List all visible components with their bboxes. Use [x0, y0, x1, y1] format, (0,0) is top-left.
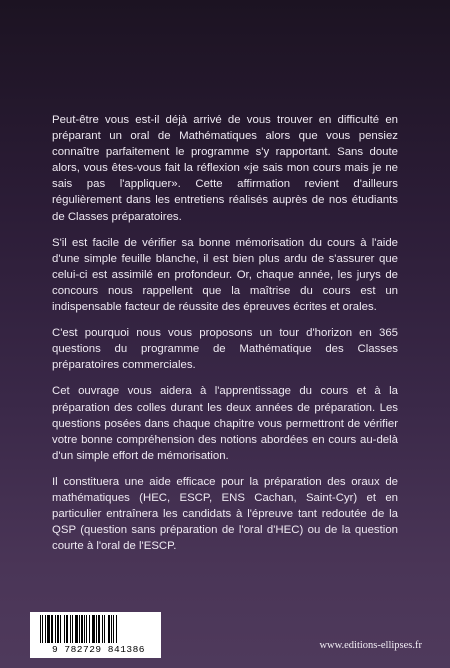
publisher-website: www.editions-ellipses.fr	[319, 640, 422, 651]
back-cover-text	[52, 112, 398, 564]
barcode-stripe	[117, 615, 118, 643]
paragraph-3: C'est pourquoi nous vous proposons un tour d'horizon en 365 questions du programme de Mathématique des Classes préparatoires commerciales.	[52, 327, 398, 372]
barcode-bars	[40, 615, 157, 643]
paragraph-4: Cet ouvrage vous aidera à l'apprentissage du cours et à la préparation des colles durant les deux années de préparation. Les questions posées dans chaque chapitre vous permettront de vérifier votre bonne compréhension des notions abordées en cours au-delà d'un simple effort de mémorisation.	[52, 385, 398, 462]
paragraph-2: S'il est facile de vérifier sa bonne mémorisation du cours à l'aide d'une simple feuille blanche, il est bien plus ardu de s'assurer que celui-ci est assimilé en profondeur. Or, chaque année, les jurys de concours nous rappellent que la maîtrise du cours est un indispensable facteur de réussite des épreuves écrites et orales.	[52, 236, 398, 314]
barcode-number: 9 782729 841386	[51, 644, 145, 655]
paragraph-5: Il constituera une aide efficace pour la préparation des oraux de mathématiques (HEC, ESCP, ENS Cachan, Saint-Cyr) et en particulier entraînera les candidats à l'épreuve tant redoutée de la QSP (question sans préparation de l'oral d'HEC) ou de la question courte à l'oral de l'ESCP.	[52, 475, 398, 553]
paragraph-1: Peut-être vous est-il déjà arrivé de vous trouver en difficulté en préparant un oral de Mathématiques alors que vous pensiez connaître parfaitement le programme s'y rapportant. Sans doute alors, vous êtes-vous fait la réflexion «je sais mon cours mais je ne sais pas l'appliquer». Cette affirmation revient d'ailleurs régulièrement dans les entretiens réalisés auprès de nos étudiants de Classes préparatoires.	[52, 114, 398, 223]
isbn-barcode	[30, 612, 161, 658]
